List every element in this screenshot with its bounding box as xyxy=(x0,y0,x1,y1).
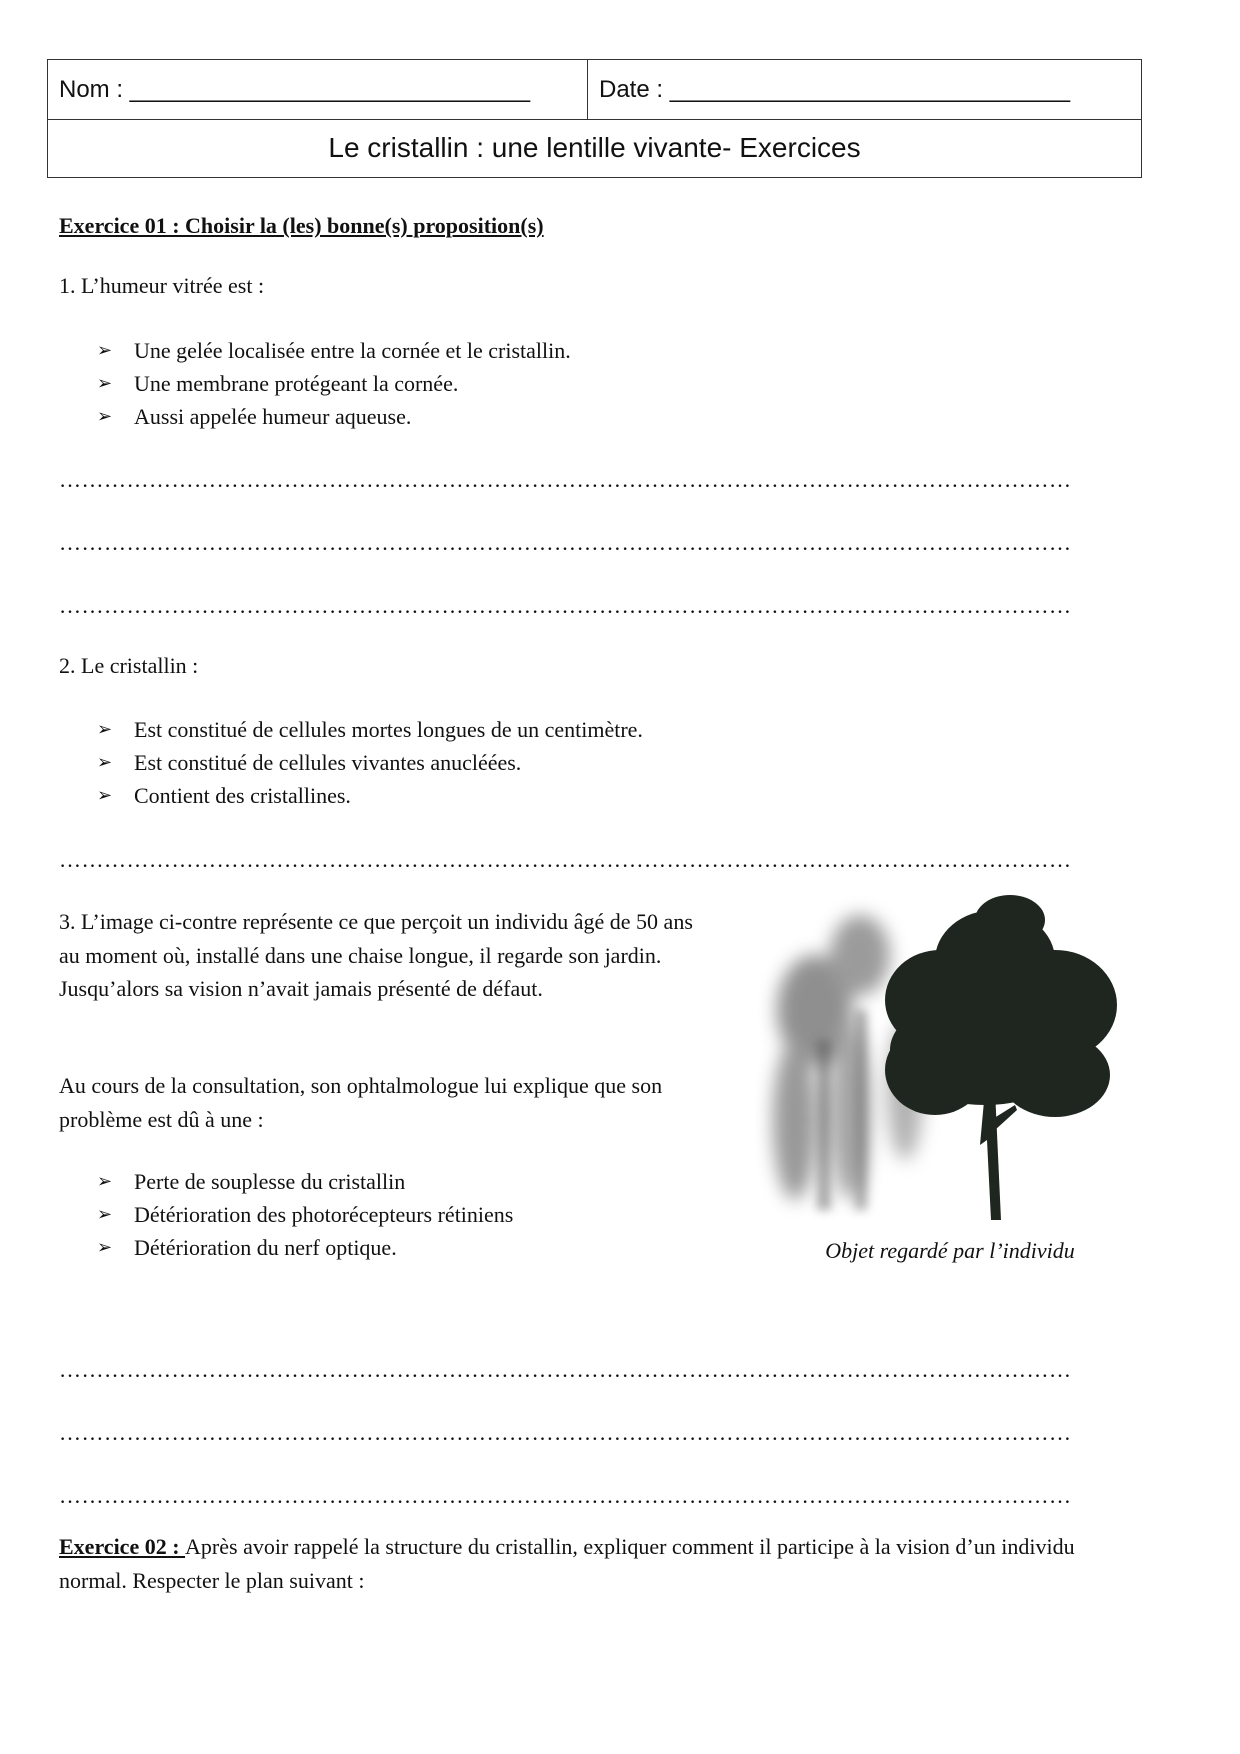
header-row xyxy=(48,60,1141,120)
figure-caption: Objet regardé par l’individu xyxy=(825,1238,1075,1263)
option-item: ➢ Une membrane protégeant la cornée. xyxy=(97,367,571,400)
answer-line[interactable]: ……………………………………………………………………………………………………………………… xyxy=(59,530,1072,555)
question1-options xyxy=(97,334,571,433)
header-table xyxy=(47,59,1142,178)
option-item: ➢ Est constitué de cellules mortes longues de un centimètre. xyxy=(97,713,643,746)
arrow-bullet-icon: ➢ xyxy=(97,340,113,361)
exercise2-text: Après avoir rappelé la structure du cristallin, expliquer comment il participe à la vision d’un individu normal. Respecter le plan suivant : xyxy=(59,1534,1075,1593)
option-item: ➢ Aussi appelée humeur aqueuse. xyxy=(97,400,571,433)
answer-line[interactable]: ……………………………………………………………………………………………………………………… xyxy=(59,1420,1072,1445)
answer-line[interactable]: ……………………………………………………………………………………………………………………… xyxy=(59,467,1072,492)
question1-text: 1. L’humeur vitrée est : xyxy=(59,273,265,298)
option-item: ➢ Détérioration du nerf optique. xyxy=(97,1231,513,1264)
question3-paragraph: 3. L’image ci-contre représente ce que perçoit un individu âgé de 50 ans au moment où, installé dans une chaise longue, il regarde son jardin. Jusqu’alors sa vision n’avait jamais présenté de défaut. xyxy=(59,909,693,1001)
option-item: ➢ Perte de souplesse du cristallin xyxy=(97,1165,513,1198)
question3-paragraph: Au cours de la consultation, son ophtalmologue lui explique que son problème est dû à une : xyxy=(59,1073,663,1132)
arrow-bullet-icon: ➢ xyxy=(97,1237,113,1258)
name-field[interactable]: Nom : ______________________________ xyxy=(48,60,588,119)
arrow-bullet-icon: ➢ xyxy=(97,406,113,427)
exercise1-title: Exercice 01 : Choisir la (les) bonne(s) proposition(s) xyxy=(59,213,544,238)
question2-text: 2. Le cristallin : xyxy=(59,653,199,678)
exercise2-label: Exercice 02 : xyxy=(59,1534,186,1559)
answer-line[interactable]: ……………………………………………………………………………………………………………………… xyxy=(59,1357,1072,1382)
tree xyxy=(885,895,1117,1220)
date-field[interactable]: Date : ______________________________ xyxy=(599,76,1071,103)
option-item: ➢ Est constitué de cellules vivantes anucléées. xyxy=(97,746,643,779)
arrow-bullet-icon: ➢ xyxy=(97,1171,113,1192)
arrow-bullet-icon: ➢ xyxy=(97,373,113,394)
answer-line[interactable]: ……………………………………………………………………………………………………………………… xyxy=(59,847,1072,872)
arrow-bullet-icon: ➢ xyxy=(97,752,113,773)
option-item: ➢ Contient des cristallines. xyxy=(97,779,643,812)
question3-options xyxy=(97,1165,513,1264)
blurred-vision-figure xyxy=(755,890,1135,1222)
arrow-bullet-icon: ➢ xyxy=(97,1204,113,1225)
question2-options xyxy=(97,713,643,812)
option-item: ➢ Détérioration des photorécepteurs rétiniens xyxy=(97,1198,513,1231)
document-title: Le cristallin : une lentille vivante- Exercices xyxy=(328,132,861,163)
answer-line[interactable]: ……………………………………………………………………………………………………………………… xyxy=(59,593,1072,618)
option-item: ➢ Une gelée localisée entre la cornée et le cristallin. xyxy=(97,334,571,367)
arrow-bullet-icon: ➢ xyxy=(97,719,113,740)
exercise2 xyxy=(59,1530,1134,1598)
answer-line[interactable]: ……………………………………………………………………………………………………………………… xyxy=(59,1483,1072,1508)
arrow-bullet-icon: ➢ xyxy=(97,785,113,806)
